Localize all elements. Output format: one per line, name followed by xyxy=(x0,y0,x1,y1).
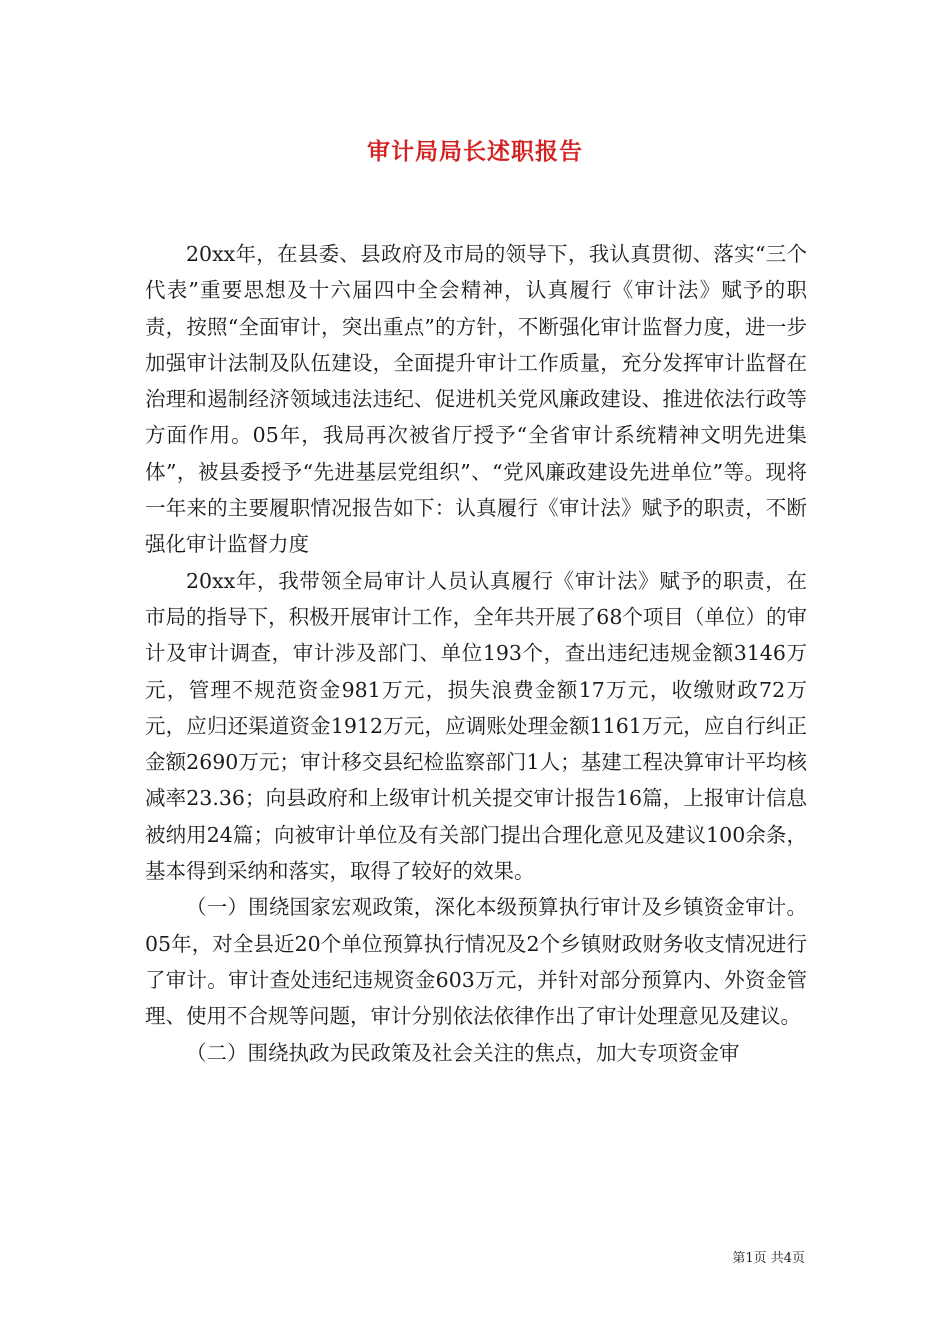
document-body xyxy=(145,236,807,1071)
paragraph-section-two: （二）围绕执政为民政策及社会关注的焦点，加大专项资金审 xyxy=(186,1040,740,1065)
page-number: 第1页 共4页 xyxy=(732,1251,805,1266)
paragraph-section-one: （一）围绕国家宏观政策，深化本级预算执行审计及乡镇资金审计。05年，对全县近20个单位预算执行情况及2个乡镇财政财务收支情况进行了审计。审计查处违纪违规资金603万元，并针对部分预算内、外资金管理、使用不合规等问题，审计分别依法依律作出了审计处理意见及建议。 xyxy=(145,895,807,1029)
paragraph-intro: 20xx年，在县委、县政府及市局的领导下，我认真贯彻、落实“三个代表”重要思想及十六届四中全会精神，认真履行《审计法》赋予的职责，按照“全面审计，突出重点”的方针，不断强化审计监督力度，进一步加强审计法制及队伍建设，全面提升审计工作质量，充分发挥审计监督在治理和遏制经济领域违法违纪、促进机关党风廉政建设、推进依法行政等方面作用。05年，我局再次被省厅授予“全省审计系统精神文明先进集体”，被县委授予“先进基层党组织”、“党风廉政建设先进单位”等。现将一年来的主要履职情况报告如下：认真履行《审计法》赋予的职责，不断强化审计监督力度 xyxy=(145,242,807,557)
paragraph-annual-summary: 20xx年，我带领全局审计人员认真履行《审计法》赋予的职责，在市局的指导下，积极开展审计工作，全年共开展了68个项目（单位）的审计及审计调查，审计涉及部门、单位193个，查出违纪违规金额3146万元，管理不规范资金981万元，损失浪费金额17万元，收缴财政72万元，应归还渠道资金1912万元，应调账处理金额1161万元，应自行纠正金额2690万元；审计移交县纪检监察部门1人；基建工程决算审计平均核减率23.36；向县政府和上级审计机关提交审计报告16篇，上报审计信息被纳用24篇；向被审计单位及有关部门提出合理化意见及建议100余条，基本得到采纳和落实，取得了较好的效果。 xyxy=(145,568,807,884)
document-title: 审计局局长述职报告 xyxy=(367,138,583,165)
